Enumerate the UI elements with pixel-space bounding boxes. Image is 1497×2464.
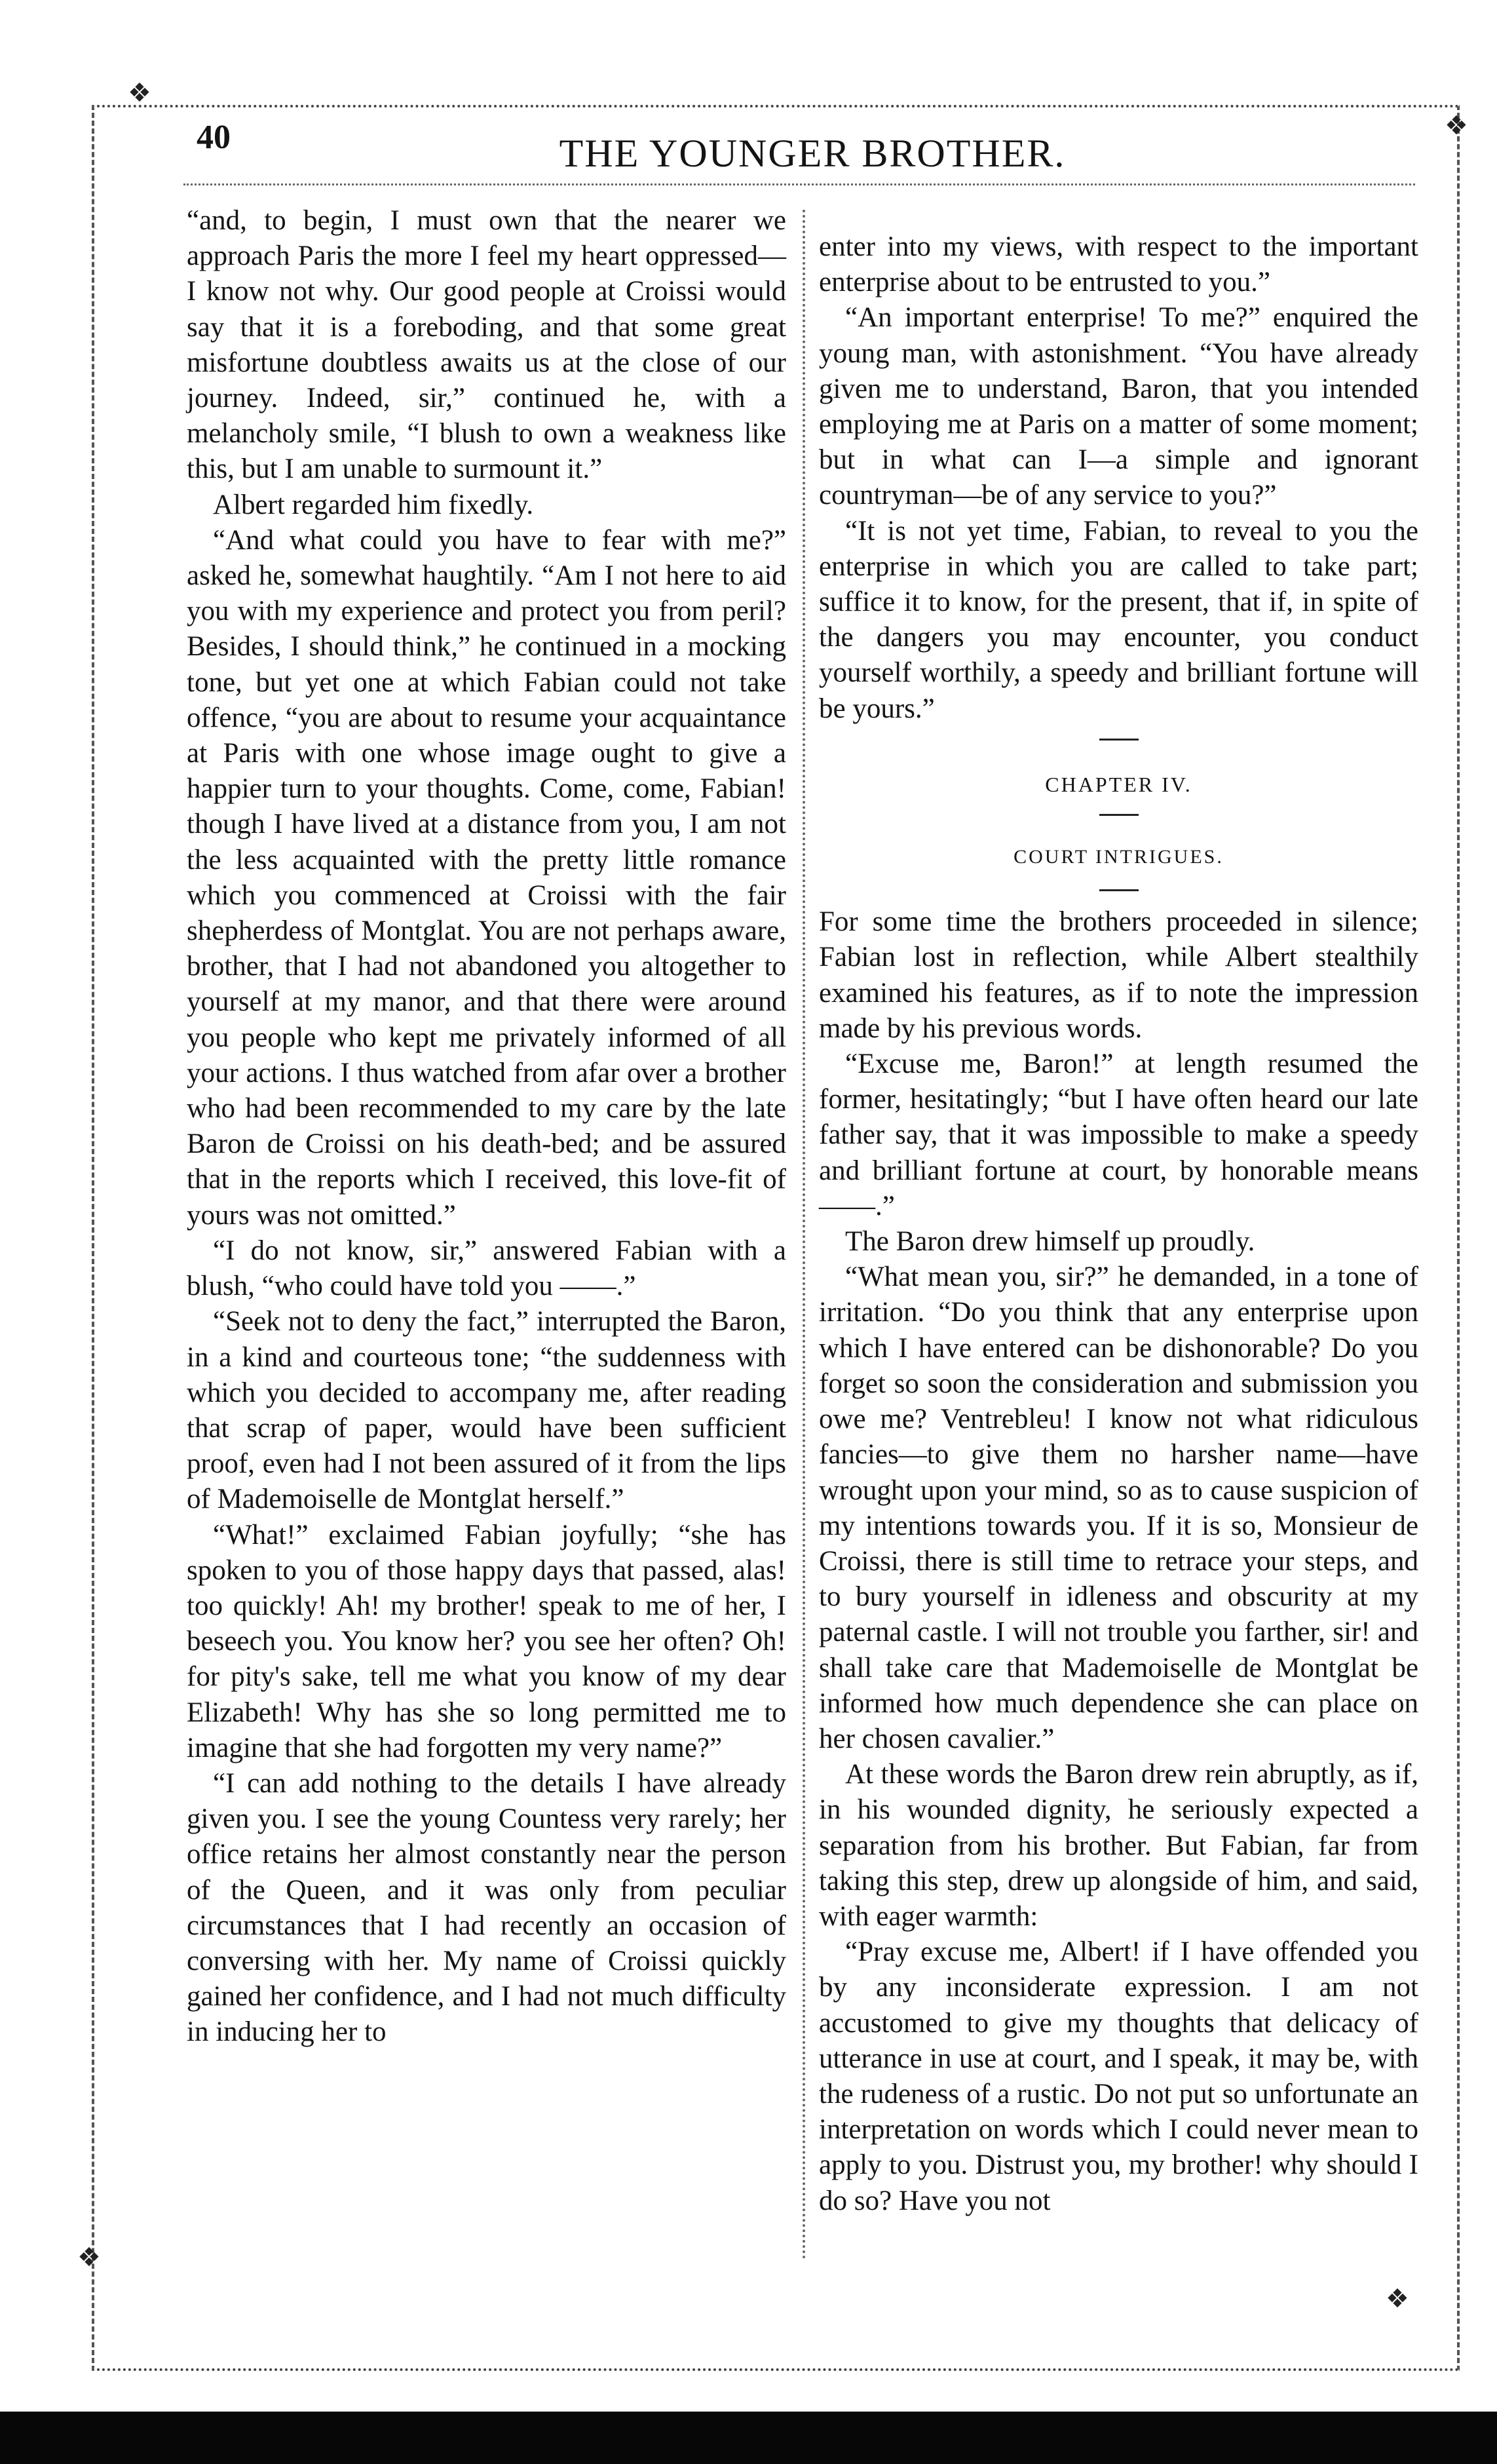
- section-dash: [1099, 889, 1139, 891]
- paragraph: “And what could you have to fear with me?” asked he, somewhat haughtily. “Am I not here to aid you with my experience and protect you from peril? Besides, I should think,” he continued in a mocking tone, but yet one at which Fabian could not take offence, “you are about to resume your acquaintance at Paris with one whose image ought to give a happier turn to your thoughts. Come, come, Fabian! though I have lived at a distance from you, I am not the less acquainted with the pretty little romance which you commenced at Croissi with the fair shepherdess of Montglat. You are not perhaps aware, brother, that I had not abandoned you altogether to yourself at my manor, and that there were around you people who kept me privately informed of all your actions. I thus watched from afar over a brother who had been recommended to my care by the late Baron de Croissi on his death-bed; and be assured that in the reports which I received, this love-fit of yours was not omitted.”: [187, 524, 786, 1231]
- paragraph: “Seek not to deny the fact,” interrupted the Baron, in a kind and courteous tone; “the suddenness with which you decided to accompany me, after reading that scrap of paper, would have been sufficient proof, even had I not been assured of it from the lips of Mademoiselle de Montglat herself.”: [187, 1306, 786, 1515]
- column-divider: [803, 210, 805, 2261]
- section-dash: [1099, 739, 1139, 741]
- paragraph: “What mean you, sir?” he demanded, in a tone of irritation. “Do you think that any enterprise upon which I have entered can be dishonorable? Do you forget so soon the consideration and submission you owe me? Ventrebleu! I know not what ridiculous fancies—to give them no harsher name—have wrought upon your mind, so as to cause suspicion of my intentions towards you. If it is so, Monsieur de Croissi, there is still time to retrace your steps, and to bury yourself in idleness and obscurity at my paternal castle. I will not trouble you farther, sir! and shall take care that Mademoiselle de Montglat be informed how much dependence she can place on her chosen cavalier.”: [819, 1261, 1418, 1754]
- paragraph: “It is not yet time, Fabian, to reveal to you the enterprise in which you are called to take part; suffice it to know, for the present, that if, in spite of the dangers you may encounter, you conduct yourself worthily, a speedy and brilliant fortune will be yours.”: [819, 515, 1418, 724]
- paragraph: The Baron drew himself up proudly.: [845, 1226, 1255, 1258]
- chapter-title: COURT INTRIGUES.: [1014, 846, 1224, 868]
- left-column: [187, 203, 786, 2050]
- corner-ornament-bottom-right: ❖: [1386, 2284, 1409, 2314]
- corner-ornament-top-right: ❖: [1445, 111, 1468, 141]
- paragraph: “Pray excuse me, Albert! if I have offended you by any inconsiderate expression. I am not accustomed to give my thoughts that delicacy of utterance in use at court, and I speak, it may be, with the rudeness of a rustic. Do not put so unfortunate an interpretation on words which I could never mean to apply to you. Distrust you, my brother! why should I do so? Have you not: [819, 1936, 1418, 2216]
- paragraph: Albert regarded him fixedly.: [213, 489, 534, 520]
- paragraph: enter into my views, with respect to the important enterprise about to be entrusted to you.”: [819, 231, 1418, 298]
- paragraph: “An important enterprise! To me?” enquired the young man, with astonishment. “You have already given me to understand, Baron, that you intended employing me at Paris on a matter of some moment; but in what can I—a simple and ignorant countryman—be of any service to you?”: [819, 302, 1418, 511]
- paragraph: “Excuse me, Baron!” at length resumed the former, hesitatingly; “but I have often heard our late father say, that it was impossible to make a speedy and brilliant fortune at court, by honorable means ——.”: [819, 1049, 1418, 1222]
- paragraph: “I can add nothing to the details I have already given you. I see the young Countess very rarely; her office retains her almost constantly near the person of the Queen, and it was only from peculiar circumstances that I had recently an occasion of conversing with her. My name of Croissi quickly gained her confidence, and I had not much difficulty in inducing her to: [187, 1767, 786, 2048]
- paragraph: “and, to begin, I must own that the nearer we approach Paris the more I feel my heart oppressed—I know not why. Our good people at Croissi would say that it is a foreboding, and that some great misfortune doubtless awaits us at the close of our journey. Indeed, sir,” continued he, with a melancholy smile, “I blush to own a weakness like this, but I am unable to surmount it.”: [187, 205, 786, 485]
- scan-bottom-band: [0, 2412, 1497, 2464]
- corner-ornament-bottom-left: ❖: [77, 2243, 101, 2273]
- right-column: [819, 229, 1418, 2219]
- paragraph: For some time the brothers proceeded in silence; Fabian lost in reflection, while Albert stealthily examined his features, as if to note the impression made by his previous words.: [819, 906, 1418, 1044]
- paragraph: “What!” exclaimed Fabian joyfully; “she has spoken to you of those happy days that passed, alas! too quickly! Ah! my brother! speak to me of her, I beseech you. You know her? you see her often? Oh! for pity's sake, tell me what you know of my dear Elizabeth! Why has she so long permitted me to imagine that she had forgotten my very name?”: [187, 1519, 786, 1763]
- paragraph: “I do not know, sir,” answered Fabian with a blush, “who could have told you ——.”: [187, 1235, 786, 1302]
- header-rule: [183, 183, 1415, 185]
- corner-ornament-top-left: ❖: [128, 78, 151, 108]
- paragraph: At these words the Baron drew rein abruptly, as if, in his wounded dignity, he seriously expected a separation from his brother. But Fabian, far from taking this step, drew up alongside of him, and said, with eager warmth:: [819, 1759, 1418, 1932]
- section-dash: [1099, 814, 1139, 816]
- running-head: THE YOUNGER BROTHER.: [559, 132, 1066, 175]
- chapter-heading: CHAPTER IV.: [1045, 772, 1192, 796]
- page-number: 40: [197, 119, 231, 156]
